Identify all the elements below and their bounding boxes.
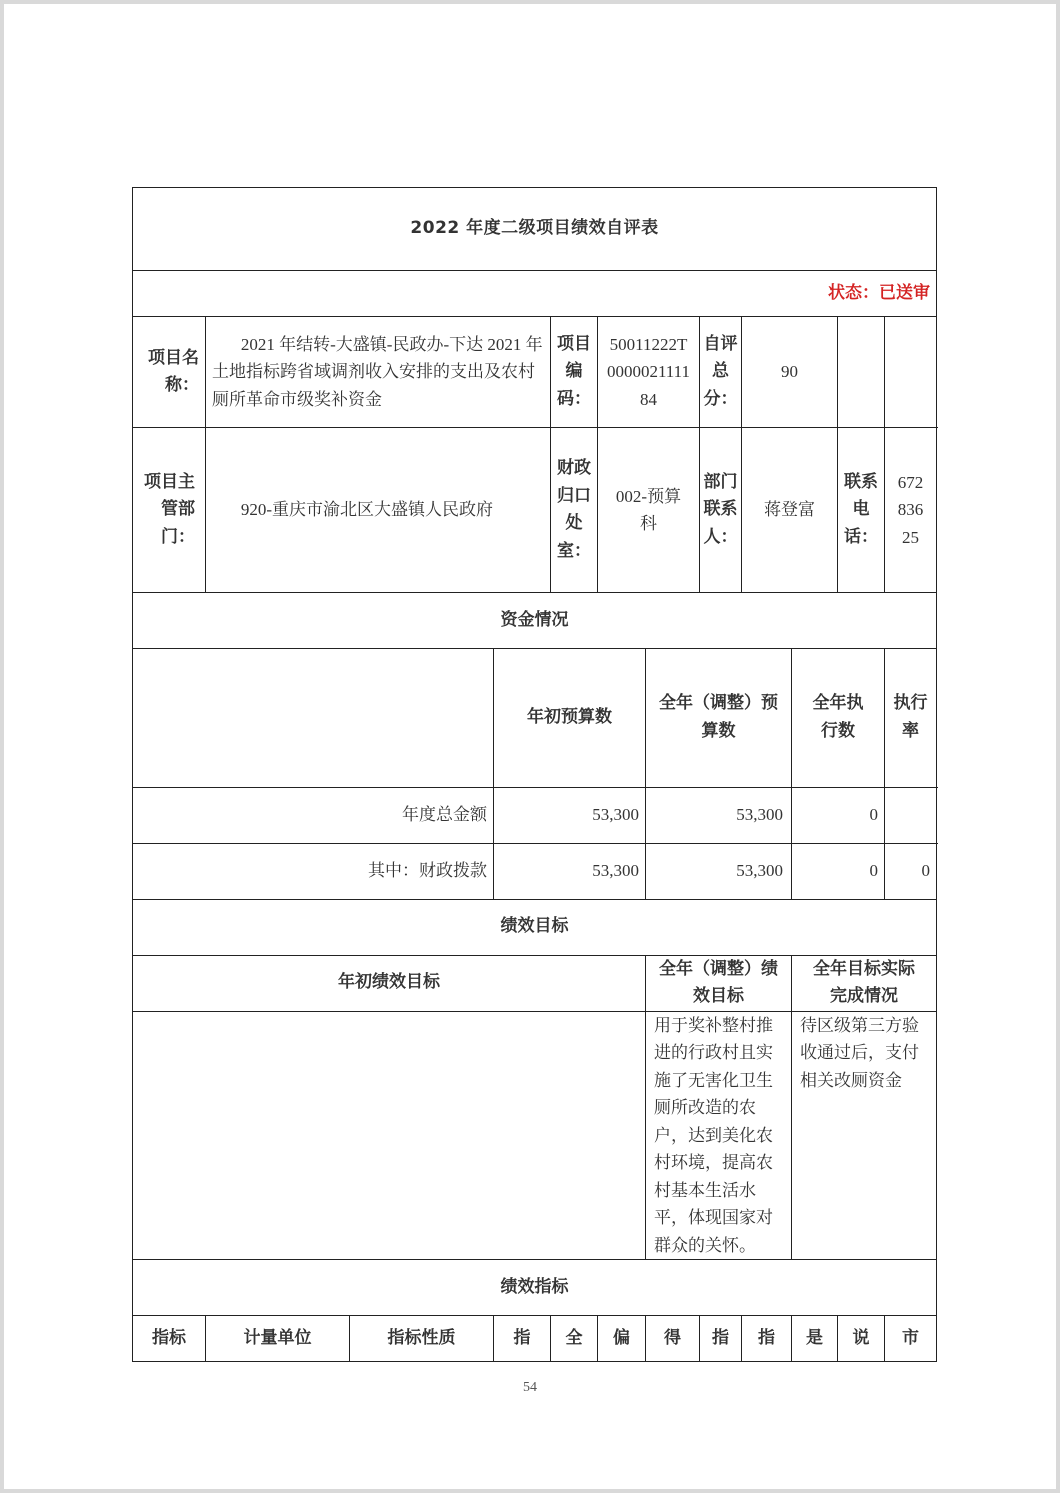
indicators-section-title: 绩效指标 (133, 1260, 937, 1316)
phone-value: 67283625 (885, 428, 937, 593)
indicator-header: 指 (742, 1316, 792, 1362)
goals-actual-value: 待区级第三方验收通过后，支付相关改厕资金 (792, 1011, 937, 1260)
project-name-value: 2021 年结转-大盛镇-民政办-下达 2021 年土地指标跨省域调剂收入安排的支出及农村厕所革命市级奖补资金 (206, 317, 551, 428)
project-code-label: 项目编码： (551, 317, 598, 428)
funds-header-executed: 全年执行数 (792, 649, 885, 788)
funds-row-initial: 53,300 (494, 843, 646, 899)
goals-header-actual: 全年目标实际完成情况 (792, 955, 937, 1011)
funds-row-adjusted: 53,300 (646, 787, 792, 843)
indicator-header: 指 (700, 1316, 742, 1362)
funds-row-executed: 0 (792, 787, 885, 843)
project-name-label: 项目名称： (133, 317, 206, 428)
project-code-value: 50011222T000002111184 (598, 317, 700, 428)
funds-header-blank (133, 649, 494, 788)
indicator-header: 指标 (133, 1316, 206, 1362)
indicator-header: 说 (838, 1316, 885, 1362)
indicator-header: 市 (885, 1316, 937, 1362)
funds-row-adjusted: 53,300 (646, 843, 792, 899)
contact-value: 蒋登富 (742, 428, 838, 593)
page-number: 54 (523, 1380, 537, 1395)
indicator-header: 偏 (598, 1316, 646, 1362)
goals-section-title: 绩效目标 (133, 899, 937, 955)
finance-office-label: 财政归口处室： (551, 428, 598, 593)
self-score-value: 90 (742, 317, 838, 428)
funds-section-title: 资金情况 (133, 593, 937, 649)
form-title: 2022 年度二级项目绩效自评表 (133, 188, 937, 271)
goals-initial-value (133, 1011, 646, 1260)
indicator-header: 指 (494, 1316, 551, 1362)
dept-value: 920-重庆市渝北区大盛镇人民政府 (206, 428, 551, 593)
status-row (133, 271, 937, 317)
empty-cell (838, 317, 885, 428)
indicator-header: 是 (792, 1316, 838, 1362)
indicator-header: 得 (646, 1316, 700, 1362)
funds-row-label: 其中：财政拨款 (133, 843, 494, 899)
funds-row-label: 年度总金额 (133, 787, 494, 843)
goals-adjusted-value: 用于奖补整村推进的行政村且实施了无害化卫生厕所改造的农户，达到美化农村环境，提高农村基本生活水平，体现国家对群众的关怀。 (646, 1011, 792, 1260)
funds-header-initial: 年初预算数 (494, 649, 646, 788)
dept-label: 项目主管部门： (133, 428, 206, 593)
indicator-header: 指标性质 (350, 1316, 494, 1362)
funds-header-adjusted: 全年（调整）预算数 (646, 649, 792, 788)
indicator-header: 计量单位 (206, 1316, 350, 1362)
funds-row-executed: 0 (792, 843, 885, 899)
contact-label: 部门联系人： (700, 428, 742, 593)
goals-header-initial: 年初绩效目标 (133, 955, 646, 1011)
finance-office-value: 002-预算科 (598, 428, 700, 593)
funds-row-initial: 53,300 (494, 787, 646, 843)
self-score-label: 自评总分： (700, 317, 742, 428)
funds-row-rate: 0 (885, 843, 937, 899)
goals-header-adjusted: 全年（调整）绩效目标 (646, 955, 792, 1011)
funds-header-rate: 执行率 (885, 649, 937, 788)
performance-evaluation-form (132, 187, 937, 1362)
indicator-header: 全 (551, 1316, 598, 1362)
status-badge: 状态：已送审 (828, 283, 931, 304)
phone-label: 联系电话： (838, 428, 885, 593)
funds-row-rate (885, 787, 937, 843)
empty-cell (885, 317, 937, 428)
